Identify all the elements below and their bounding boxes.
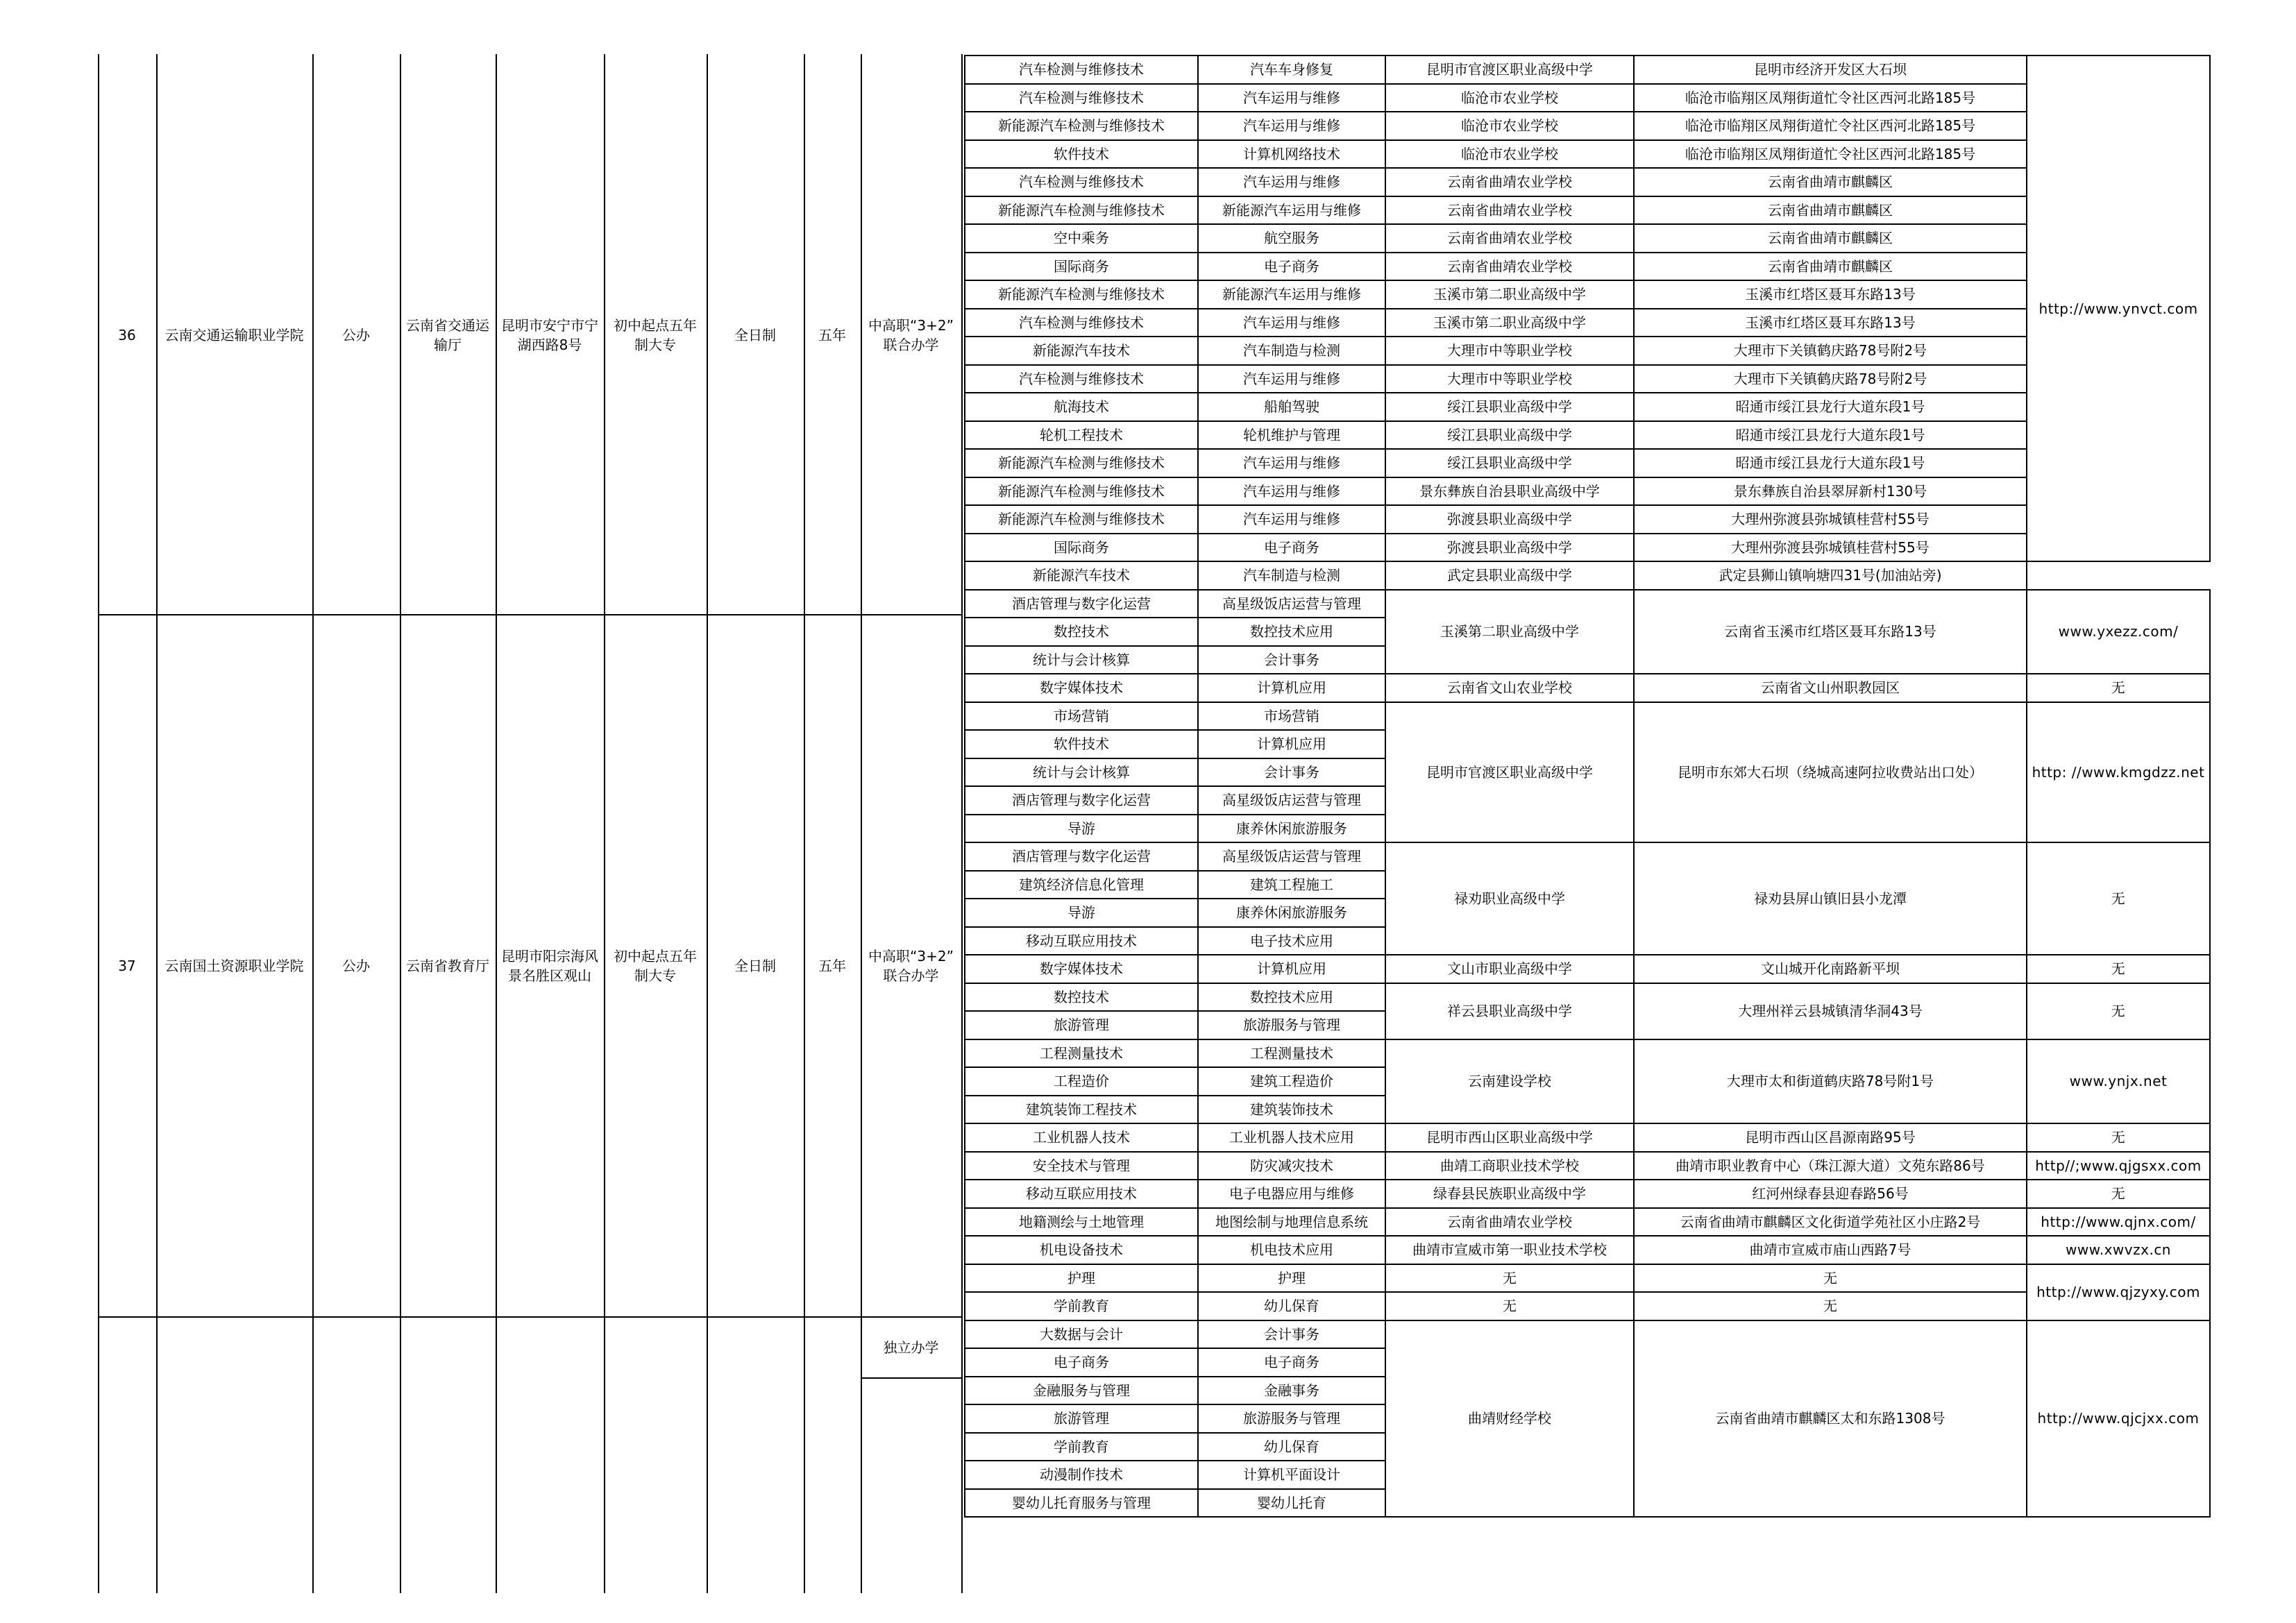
higher-vocational-major: 婴幼儿托育服务与管理: [965, 1489, 1198, 1518]
higher-vocational-major: 国际商务: [965, 253, 1198, 281]
secondary-vocational-major: 工业机器人技术应用: [1198, 1123, 1385, 1152]
partner-school-name: 无: [1385, 1292, 1634, 1320]
website-url: 无: [2027, 1180, 2210, 1208]
higher-vocational-major: 旅游管理: [965, 1011, 1198, 1039]
table-row: [965, 590, 2210, 618]
secondary-vocational-major: 防灾减灾技术: [1198, 1152, 1385, 1180]
website-url: http://www.qjcjxx.com: [2027, 1320, 2210, 1518]
secondary-vocational-major: 船舶驾驶: [1198, 393, 1385, 421]
secondary-vocational-major: 高星级饭店运营与管理: [1198, 590, 1385, 618]
partner-school-name: 曲靖财经学校: [1385, 1320, 1634, 1518]
partner-school-name: 禄劝职业高级中学: [1385, 842, 1634, 955]
sequence-number: 37: [118, 958, 136, 974]
table-row: [965, 449, 2210, 477]
cooperation-mode: 中高职“3+2” 联合办学: [868, 316, 954, 353]
secondary-vocational-major: 会计事务: [1198, 1320, 1385, 1349]
secondary-vocational-major: 婴幼儿托育: [1198, 1489, 1385, 1518]
partner-school-address: 昭通市绥江县龙行大道东段1号: [1634, 449, 2027, 477]
partner-school-name: 祥云县职业高级中学: [1385, 983, 1634, 1039]
partner-school-name: 绿春县民族职业高级中学: [1385, 1180, 1634, 1208]
partner-school-name: 大理市中等职业学校: [1385, 337, 1634, 365]
cooperation-mode: 中高职“3+2” 联合办学: [868, 948, 954, 984]
higher-vocational-major: 工程测量技术: [965, 1039, 1198, 1068]
higher-vocational-major: 金融服务与管理: [965, 1377, 1198, 1405]
secondary-vocational-major: 建筑工程造价: [1198, 1067, 1385, 1096]
school-nature: 公办: [342, 958, 370, 974]
secondary-vocational-major: 会计事务: [1198, 758, 1385, 787]
website-url: www.xwvzx.cn: [2027, 1236, 2210, 1264]
partner-school-name: 云南建设学校: [1385, 1039, 1634, 1124]
secondary-vocational-major: 高星级饭店运营与管理: [1198, 842, 1385, 871]
partner-school-address: 临沧市临翔区凤翔街道忙令社区西河北路185号: [1634, 84, 2027, 112]
higher-vocational-major: 数控技术: [965, 983, 1198, 1012]
cooperation-mode: 独立办学: [883, 1339, 939, 1356]
partner-school-name: 云南省曲靖农业学校: [1385, 224, 1634, 253]
higher-vocational-major: 地籍测绘与土地管理: [965, 1208, 1198, 1237]
higher-vocational-major: 汽车检测与维修技术: [965, 168, 1198, 196]
education-level: 初中起点五年 制大专: [614, 948, 697, 984]
partner-school-name: 绥江县职业高级中学: [1385, 449, 1634, 477]
authority: 云南省教育厅: [406, 958, 489, 974]
partner-school-address: 大理市太和街道鹤庆路78号附1号: [1634, 1039, 2027, 1124]
partner-school-name: 昆明市官渡区职业高级中学: [1385, 56, 1634, 84]
secondary-vocational-major: 航空服务: [1198, 224, 1385, 253]
table-row: [965, 1236, 2210, 1264]
website-url: http: //www.kmgdzz.net: [2027, 702, 2210, 843]
secondary-vocational-major: 金融事务: [1198, 1377, 1385, 1405]
partner-school-name: 绥江县职业高级中学: [1385, 421, 1634, 450]
table-row: [965, 842, 2210, 871]
education-level: 初中起点五年 制大专: [614, 316, 697, 353]
higher-vocational-major: 大数据与会计: [965, 1320, 1198, 1349]
table-row: [965, 983, 2210, 1012]
partner-school-address: 曲靖市职业教育中心（珠江源大道）文苑东路86号: [1634, 1152, 2027, 1180]
secondary-vocational-major: 旅游服务与管理: [1198, 1011, 1385, 1039]
website-url: www.yxezz.com/: [2027, 590, 2210, 674]
website-url: 无: [2027, 1123, 2210, 1152]
table-row: [965, 674, 2210, 702]
school-address: 昆明市安宁市宁 湖西路8号: [501, 316, 598, 353]
higher-vocational-major: 汽车检测与维修技术: [965, 56, 1198, 84]
partner-program-table: [964, 55, 2211, 1518]
partner-school-name: 云南省曲靖农业学校: [1385, 168, 1634, 196]
secondary-vocational-major: 计算机应用: [1198, 674, 1385, 702]
secondary-vocational-major: 新能源汽车运用与维修: [1198, 280, 1385, 309]
partner-school-name: 大理市中等职业学校: [1385, 365, 1634, 393]
table-row: [965, 534, 2210, 562]
partner-school-name: 昆明市官渡区职业高级中学: [1385, 702, 1634, 843]
higher-vocational-major: 新能源汽车检测与维修技术: [965, 477, 1198, 506]
secondary-vocational-major: 电子商务: [1198, 534, 1385, 562]
secondary-vocational-major: 汽车运用与维修: [1198, 84, 1385, 112]
partner-school-address: 大理市下关镇鹤庆路78号附2号: [1634, 365, 2027, 393]
higher-vocational-major: 旅游管理: [965, 1404, 1198, 1433]
website-url: http://www.qjzyxy.com: [2027, 1264, 2210, 1320]
partner-school-name: 云南省文山农业学校: [1385, 674, 1634, 702]
table-row: [965, 1264, 2210, 1293]
secondary-vocational-major: 汽车运用与维修: [1198, 449, 1385, 477]
higher-vocational-major: 移动互联应用技术: [965, 927, 1198, 955]
higher-vocational-major: 数字媒体技术: [965, 955, 1198, 983]
authority: 云南省交通运 输厅: [406, 316, 489, 353]
secondary-vocational-major: 幼儿保育: [1198, 1292, 1385, 1320]
table-row: [965, 56, 2210, 84]
secondary-vocational-major: 康养休闲旅游服务: [1198, 815, 1385, 843]
table-row: [965, 1320, 2210, 1349]
table-row: [965, 1123, 2210, 1152]
school-name: 云南交通运输职业学院: [164, 326, 304, 343]
secondary-vocational-major: 高星级饭店运营与管理: [1198, 786, 1385, 815]
secondary-vocational-major: 计算机应用: [1198, 955, 1385, 983]
higher-vocational-major: 新能源汽车检测与维修技术: [965, 449, 1198, 477]
school-name: 云南国土资源职业学院: [164, 958, 304, 974]
website-url: www.ynjx.net: [2027, 1039, 2210, 1124]
higher-vocational-major: 电子商务: [965, 1348, 1198, 1377]
partner-school-name: 武定县职业高级中学: [1385, 561, 1634, 590]
partner-school-address: 昆明市东郊大石坝（绕城高速阿拉收费站出口处）: [1634, 702, 2027, 843]
partner-school-name: 昆明市西山区职业高级中学: [1385, 1123, 1634, 1152]
table-row: [965, 140, 2210, 169]
partner-school-address: 云南省文山州职教园区: [1634, 674, 2027, 702]
study-form: 全日制: [734, 958, 776, 974]
higher-vocational-major: 安全技术与管理: [965, 1152, 1198, 1180]
secondary-vocational-major: 计算机应用: [1198, 730, 1385, 758]
partner-school-address: 玉溪市红塔区聂耳东路13号: [1634, 309, 2027, 337]
higher-vocational-major: 导游: [965, 899, 1198, 927]
secondary-vocational-major: 汽车运用与维修: [1198, 168, 1385, 196]
partner-school-address: 昭通市绥江县龙行大道东段1号: [1634, 393, 2027, 421]
table-row: [965, 955, 2210, 983]
higher-vocational-major: 导游: [965, 815, 1198, 843]
table-row: [965, 421, 2210, 450]
secondary-vocational-major: 市场营销: [1198, 702, 1385, 731]
table-row: [965, 224, 2210, 253]
higher-vocational-major: 新能源汽车检测与维修技术: [965, 505, 1198, 534]
higher-vocational-major: 汽车检测与维修技术: [965, 365, 1198, 393]
secondary-vocational-major: 电子商务: [1198, 1348, 1385, 1377]
secondary-vocational-major: 汽车运用与维修: [1198, 477, 1385, 506]
column-rule: [961, 54, 963, 1593]
partner-school-name: 云南省曲靖农业学校: [1385, 253, 1634, 281]
secondary-vocational-major: 汽车车身修复: [1198, 56, 1385, 84]
secondary-vocational-major: 汽车制造与检测: [1198, 337, 1385, 365]
table-row: [965, 505, 2210, 534]
study-duration: 五年: [818, 326, 846, 343]
higher-vocational-major: 统计与会计核算: [965, 646, 1198, 674]
secondary-vocational-major: 汽车运用与维修: [1198, 365, 1385, 393]
partner-school-address: 禄劝县屏山镇旧县小龙潭: [1634, 842, 2027, 955]
partner-school-address: 武定县狮山镇响塘四31号(加油站旁): [1634, 561, 2027, 590]
higher-vocational-major: 软件技术: [965, 140, 1198, 169]
partner-school-address: 临沧市临翔区凤翔街道忙令社区西河北路185号: [1634, 140, 2027, 169]
secondary-vocational-major: 电子技术应用: [1198, 927, 1385, 955]
partner-school-name: 无: [1385, 1264, 1634, 1293]
table-row: [965, 561, 2210, 590]
website-url: 无: [2027, 674, 2210, 702]
secondary-vocational-major: 会计事务: [1198, 646, 1385, 674]
higher-vocational-major: 建筑经济信息化管理: [965, 871, 1198, 899]
secondary-vocational-major: 计算机网络技术: [1198, 140, 1385, 169]
partner-school-address: 无: [1634, 1264, 2027, 1293]
partner-school-address: 文山城开化南路新平坝: [1634, 955, 2027, 983]
partner-school-address: 昆明市西山区昌源南路95号: [1634, 1123, 2027, 1152]
partner-school-name: 弥渡县职业高级中学: [1385, 534, 1634, 562]
table-row: [965, 309, 2210, 337]
higher-vocational-major: 航海技术: [965, 393, 1198, 421]
secondary-vocational-major: 汽车运用与维修: [1198, 112, 1385, 140]
partner-school-name: 临沧市农业学校: [1385, 84, 1634, 112]
secondary-vocational-major: 建筑装饰技术: [1198, 1096, 1385, 1124]
study-duration: 五年: [818, 958, 846, 974]
secondary-vocational-major: 汽车运用与维修: [1198, 505, 1385, 534]
secondary-vocational-major: 护理: [1198, 1264, 1385, 1293]
higher-vocational-major: 工业机器人技术: [965, 1123, 1198, 1152]
higher-vocational-major: 机电设备技术: [965, 1236, 1198, 1264]
table-row: [965, 168, 2210, 196]
website-url: http://www.qjnx.com/: [2027, 1208, 2210, 1237]
partner-school-name: 曲靖市宣威市第一职业技术学校: [1385, 1236, 1634, 1264]
higher-vocational-major: 统计与会计核算: [965, 758, 1198, 787]
secondary-vocational-major: 汽车运用与维修: [1198, 309, 1385, 337]
higher-vocational-major: 新能源汽车技术: [965, 337, 1198, 365]
secondary-vocational-major: 电子商务: [1198, 253, 1385, 281]
partner-school-address: 云南省曲靖市麒麟区文化街道学苑社区小庄路2号: [1634, 1208, 2027, 1237]
higher-vocational-major: 酒店管理与数字化运营: [965, 590, 1198, 618]
higher-vocational-major: 酒店管理与数字化运营: [965, 842, 1198, 871]
higher-vocational-major: 新能源汽车检测与维修技术: [965, 280, 1198, 309]
partner-school-address: 云南省玉溪市红塔区聂耳东路13号: [1634, 590, 2027, 674]
higher-vocational-major: 护理: [965, 1264, 1198, 1293]
partner-school-name: 玉溪市第二职业高级中学: [1385, 309, 1634, 337]
partner-school-address: 云南省曲靖市麒麟区: [1634, 224, 2027, 253]
table-row: [965, 112, 2210, 140]
table-row: [965, 337, 2210, 365]
higher-vocational-major: 国际商务: [965, 534, 1198, 562]
table-row: [965, 1292, 2210, 1320]
partner-school-name: 云南省曲靖农业学校: [1385, 196, 1634, 225]
partner-school-address: 曲靖市宣威市庙山西路7号: [1634, 1236, 2027, 1264]
partner-school-address: 红河州绿春县迎春路56号: [1634, 1180, 2027, 1208]
higher-vocational-major: 汽车检测与维修技术: [965, 84, 1198, 112]
sequence-number: 36: [118, 326, 136, 343]
secondary-vocational-major: 机电技术应用: [1198, 1236, 1385, 1264]
table-row: [965, 196, 2210, 225]
secondary-vocational-major: 数控技术应用: [1198, 983, 1385, 1012]
higher-vocational-major: 建筑装饰工程技术: [965, 1096, 1198, 1124]
secondary-vocational-major: 数控技术应用: [1198, 618, 1385, 646]
partner-school-address: 景东彝族自治县翠屏新村130号: [1634, 477, 2027, 506]
school-nature: 公办: [342, 326, 370, 343]
higher-vocational-major: 软件技术: [965, 730, 1198, 758]
partner-school-address: 云南省曲靖市麒麟区: [1634, 168, 2027, 196]
partner-school-address: 昭通市绥江县龙行大道东段1号: [1634, 421, 2027, 450]
partner-school-name: 临沧市农业学校: [1385, 112, 1634, 140]
higher-vocational-major: 新能源汽车检测与维修技术: [965, 112, 1198, 140]
higher-vocational-major: 轮机工程技术: [965, 421, 1198, 450]
website-url: 无: [2027, 983, 2210, 1039]
secondary-vocational-major: 康养休闲旅游服务: [1198, 899, 1385, 927]
secondary-vocational-major: 幼儿保育: [1198, 1433, 1385, 1461]
table-row: [965, 84, 2210, 112]
website-url: http//;www.qjgsxx.com: [2027, 1152, 2210, 1180]
partner-school-name: 弥渡县职业高级中学: [1385, 505, 1634, 534]
higher-vocational-major: 移动互联应用技术: [965, 1180, 1198, 1208]
secondary-vocational-major: 轮机维护与管理: [1198, 421, 1385, 450]
secondary-vocational-major: 旅游服务与管理: [1198, 1404, 1385, 1433]
table-row: [965, 1208, 2210, 1237]
secondary-vocational-major: 计算机平面设计: [1198, 1461, 1385, 1489]
secondary-vocational-major: 新能源汽车运用与维修: [1198, 196, 1385, 225]
table-row: [965, 477, 2210, 506]
table-row: [965, 1152, 2210, 1180]
partner-school-name: 绥江县职业高级中学: [1385, 393, 1634, 421]
table-row: [965, 253, 2210, 281]
website-url: 无: [2027, 955, 2210, 983]
partner-school-address: 大理市下关镇鹤庆路78号附2号: [1634, 337, 2027, 365]
partner-school-address: 临沧市临翔区凤翔街道忙令社区西河北路185号: [1634, 112, 2027, 140]
table-row: [965, 702, 2210, 731]
partner-school-name: 曲靖工商职业技术学校: [1385, 1152, 1634, 1180]
study-form: 全日制: [734, 326, 776, 343]
table-row: [965, 1039, 2210, 1068]
higher-vocational-major: 新能源汽车技术: [965, 561, 1198, 590]
higher-vocational-major: 学前教育: [965, 1292, 1198, 1320]
school-address: 昆明市阳宗海风 景名胜区观山: [501, 948, 598, 984]
secondary-vocational-major: 建筑工程施工: [1198, 871, 1385, 899]
table-row: [965, 365, 2210, 393]
partner-school-address: 云南省曲靖市麒麟区: [1634, 253, 2027, 281]
secondary-vocational-major: 工程测量技术: [1198, 1039, 1385, 1068]
secondary-vocational-major: 汽车制造与检测: [1198, 561, 1385, 590]
higher-vocational-major: 数控技术: [965, 618, 1198, 646]
partner-school-name: 文山市职业高级中学: [1385, 955, 1634, 983]
secondary-vocational-major: 电子电器应用与维修: [1198, 1180, 1385, 1208]
partner-school-address: 云南省曲靖市麒麟区太和东路1308号: [1634, 1320, 2027, 1518]
higher-vocational-major: 汽车检测与维修技术: [965, 309, 1198, 337]
partner-school-address: 无: [1634, 1292, 2027, 1320]
partner-school-address: 大理州祥云县城镇清华洞43号: [1634, 983, 2027, 1039]
table-row: [965, 1180, 2210, 1208]
table-row: [965, 280, 2210, 309]
row-separator: [861, 1377, 961, 1379]
higher-vocational-major: 工程造价: [965, 1067, 1198, 1096]
partner-school-address: 玉溪市红塔区聂耳东路13号: [1634, 280, 2027, 309]
secondary-vocational-major: 地图绘制与地理信息系统: [1198, 1208, 1385, 1237]
row-separator: [98, 1316, 961, 1318]
partner-school-name: 玉溪第二职业高级中学: [1385, 590, 1634, 674]
partner-school-name: 玉溪市第二职业高级中学: [1385, 280, 1634, 309]
table-row: [965, 393, 2210, 421]
website-url: 无: [2027, 842, 2210, 955]
partner-school-name: 临沧市农业学校: [1385, 140, 1634, 169]
higher-vocational-major: 学前教育: [965, 1433, 1198, 1461]
higher-vocational-major: 酒店管理与数字化运营: [965, 786, 1198, 815]
partner-school-name: 景东彝族自治县职业高级中学: [1385, 477, 1634, 506]
website-url: http://www.ynvct.com: [2027, 56, 2210, 561]
higher-vocational-major: 新能源汽车检测与维修技术: [965, 196, 1198, 225]
higher-vocational-major: 空中乘务: [965, 224, 1198, 253]
higher-vocational-major: 市场营销: [965, 702, 1198, 731]
partner-school-name: 云南省曲靖农业学校: [1385, 1208, 1634, 1237]
partner-school-address: 云南省曲靖市麒麟区: [1634, 196, 2027, 225]
higher-vocational-major: 动漫制作技术: [965, 1461, 1198, 1489]
higher-vocational-major: 数字媒体技术: [965, 674, 1198, 702]
partner-school-address: 大理州弥渡县弥城镇桂营村55号: [1634, 505, 2027, 534]
partner-school-address: 大理州弥渡县弥城镇桂营村55号: [1634, 534, 2027, 562]
partner-school-address: 昆明市经济开发区大石坝: [1634, 56, 2027, 84]
